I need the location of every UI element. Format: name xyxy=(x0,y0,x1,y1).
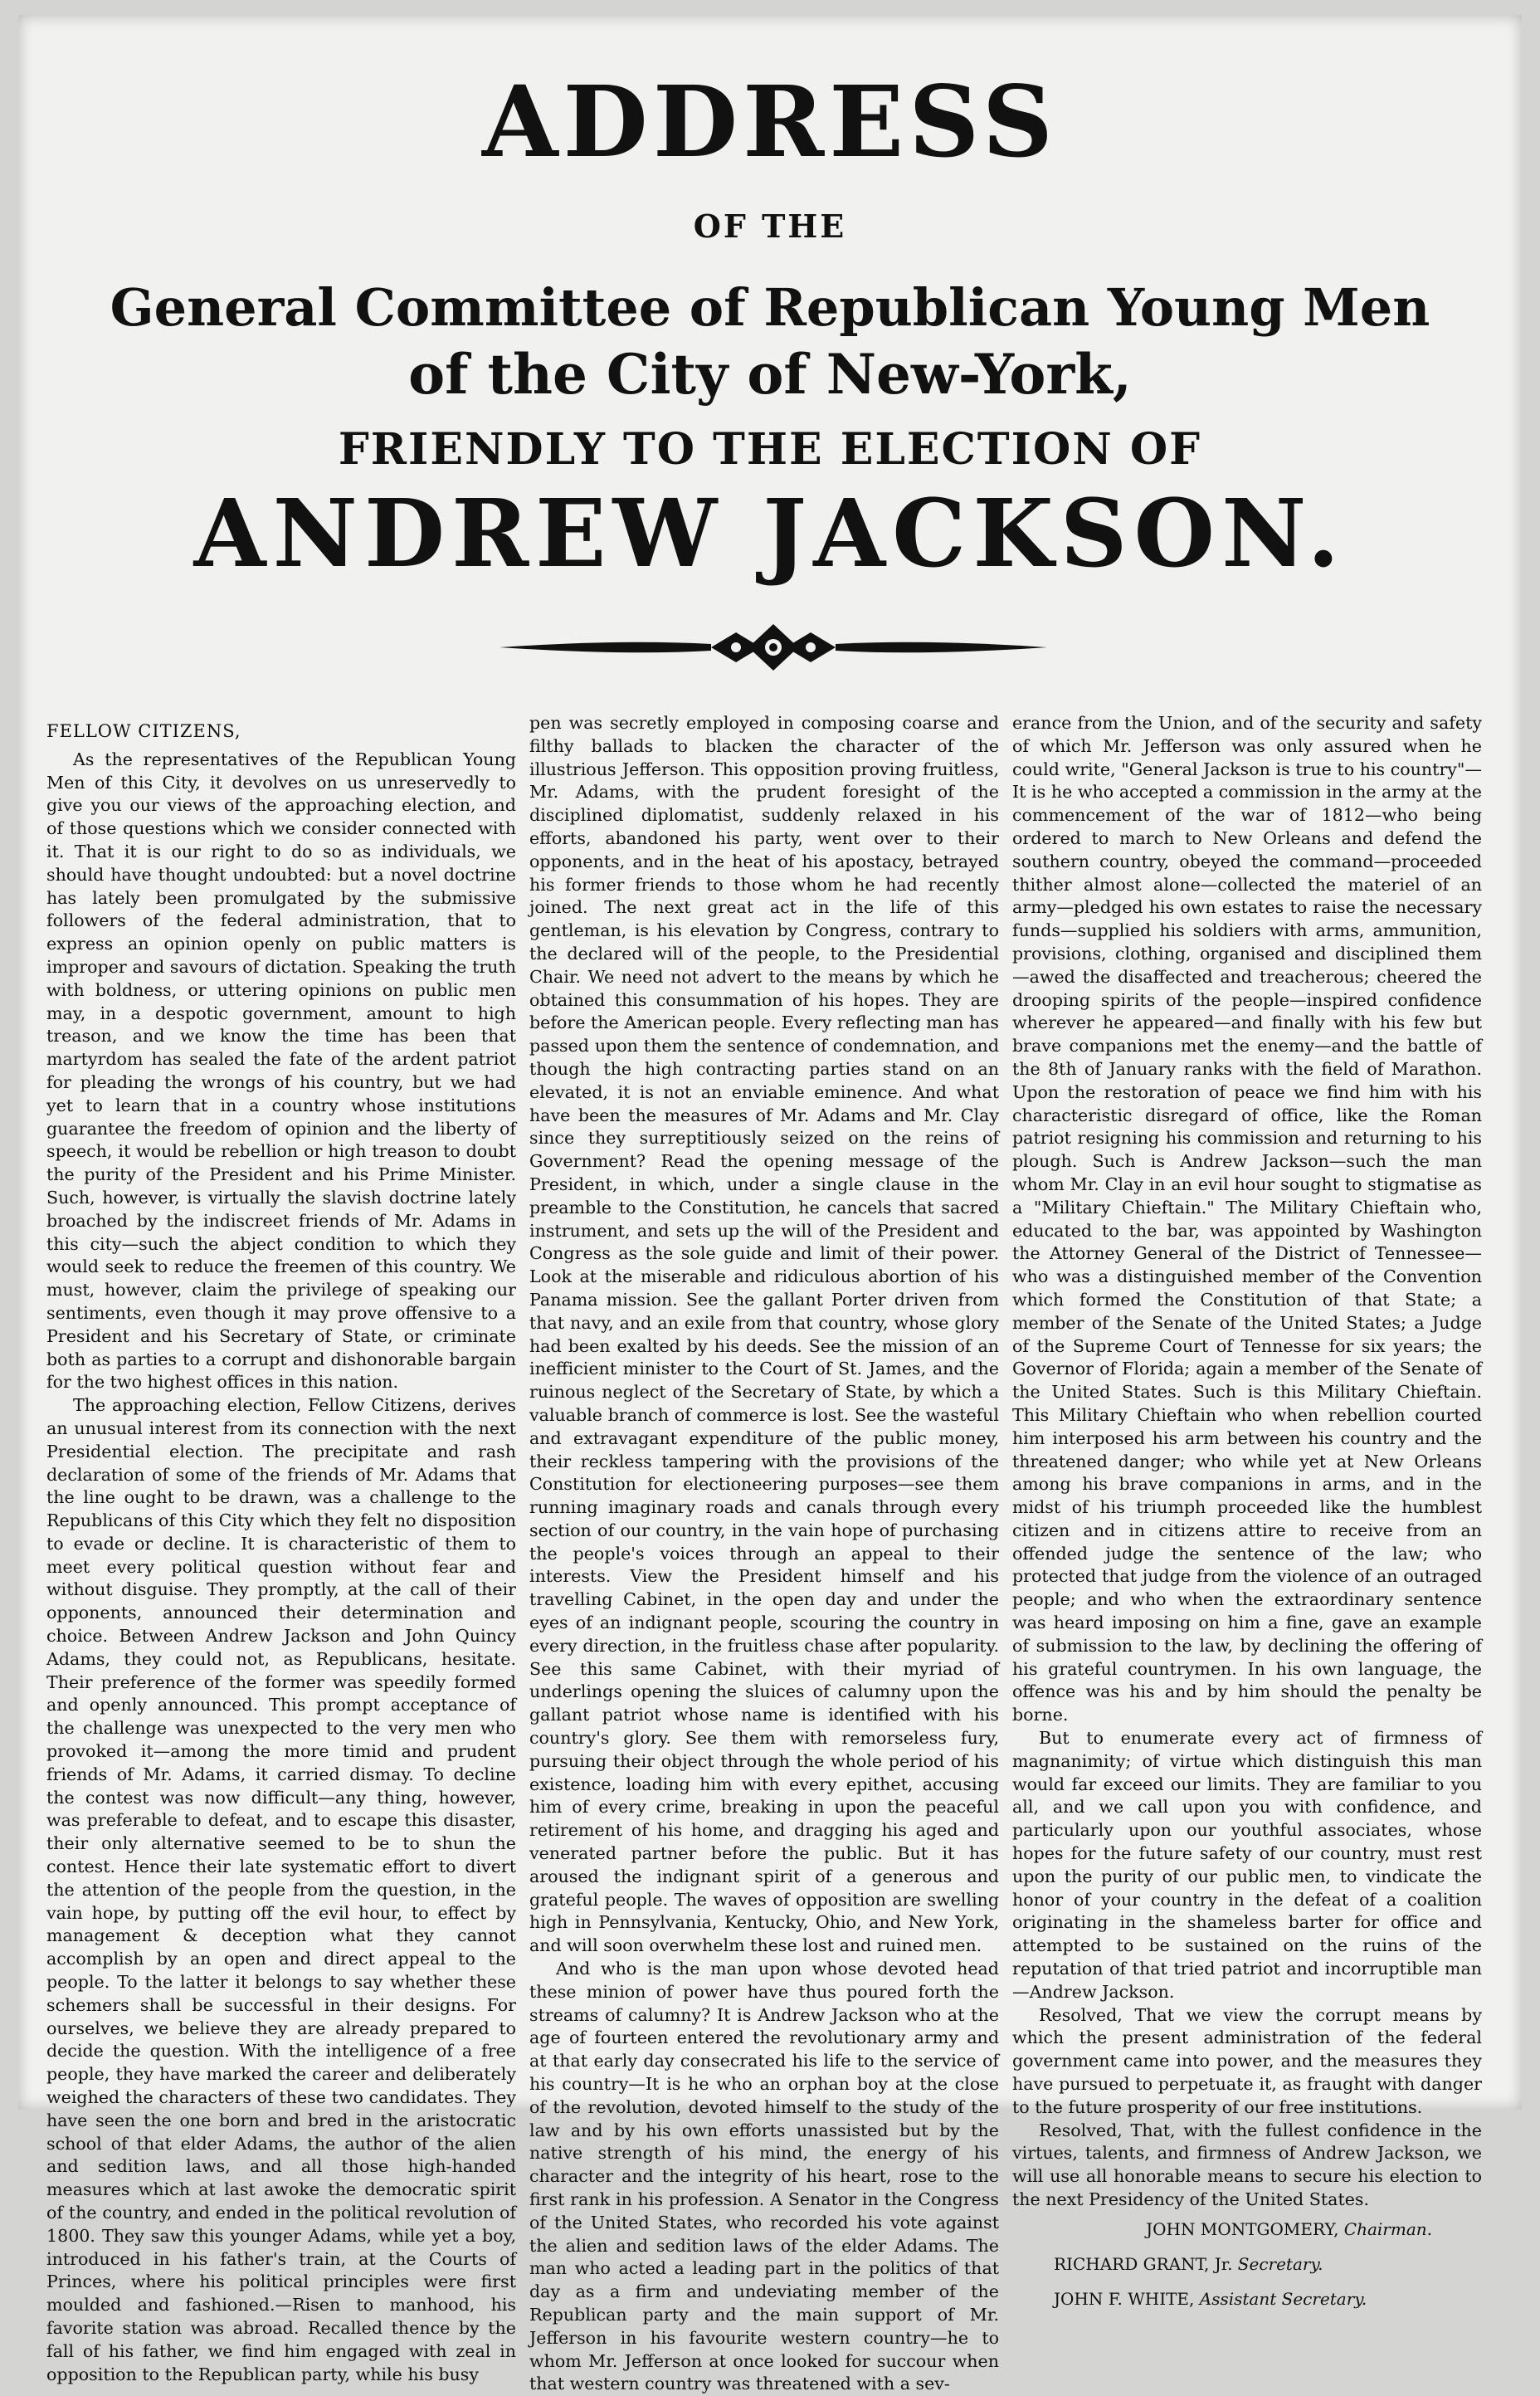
text-column-3 xyxy=(1012,712,1482,2316)
signature-role: Assistant Secretary. xyxy=(1199,2288,1367,2309)
signature-assistant-secretary xyxy=(1012,2281,1482,2316)
signature-role: Chairman. xyxy=(1343,2218,1432,2239)
title-of-the: OF THE xyxy=(693,207,847,245)
signature-name: RICHARD GRANT, Jr. xyxy=(1054,2253,1233,2274)
signature-name: JOHN F. WHITE, xyxy=(1054,2288,1195,2309)
text-column-1 xyxy=(46,712,516,2386)
paragraph: As the representatives of the Republican Young Men of this City, it devolves on us unreservedly to give you our views of the approaching election, and of those questions which we consider connected with it. That it is our right to do so as individuals, we should have thought undoubted: but a novel doctrine has lately been promulgated by the submissive followers of the federal administration, that to express an opinion openly on public matters is improper and savours of dictation. Speaking the truth with boldness, or uttering opinions on public men may, in a despotic government, amount to high treason, and we know the time has been that martyrdom has sealed the fate of the ardent patriot for pleading the wrongs of his country, but we had yet to learn that in a country whose institutions guarantee the freedom of opinion and the liberty of speech, it would be rebellion or high treason to doubt the purity of the President and his Prime Minister. Such, however, is virtually the slavish doctrine lately broached by the indiscreet friends of Mr. Adams in this city—such the abject condition to which they would seek to reduce the freemen of this country. We must, however, claim the privilege of speaking our sentiments, even though it may prove offensive to a President and his Secretary of State, or criminate both as parties to a corrupt and dishonorable bargain for the two highest offices in this nation. xyxy=(46,749,516,1393)
title-friendly: FRIENDLY TO THE ELECTION OF xyxy=(338,424,1202,475)
paragraph: The approaching election, Fellow Citizens, derives an unusual interest from its connection with the next Presidential election. The precipitate and rash declaration of some of the friends of Mr. Adams that the line ought to be drawn, was a challenge to the Republicans of this City which they felt no disposition to evade or decline. It is characteristic of them to meet every political question without fear and without disguise. They promptly, at the call of their opponents, announced their determination and choice. Between Andrew Jackson and John Quincy Adams, they could not, as Republicans, hesitate. Their preference of the former was speedily formed and openly announced. This prompt acceptance of the challenge was unexpected to the very men who provoked it—among the more timid and prudent friends of Mr. Adams, it carried dismay. To decline the contest was now difficult—any thing, however, was preferable to defeat, and to escape this disaster, their only alternative seemed to be to shun the contest. Hence their late systematic effort to divert the attention of the people from the question, in the vain hope, by putting off the evil hour, to effect by management & deception what they cannot accomplish by an open and direct appeal to the people. To the latter it belongs to say whether these schemers shall be successful in their designs. For ourselves, we believe they are already prepared to decide the question. With the intelligence of a free people, they have marked the career and deliberately weighed the characters of these two candidates. They have seen the one born and bred in the aristocratic school of that elder Adams, the author of the alien and sedition laws, and all those high-handed measures which at last awoke the democratic spirit of the country, and ended in the political revolution of 1800. They saw this younger Adams, while yet a boy, introduced in his father's train, at the Courts of Princes, where his political principles were first moulded and fashioned.—Risen to manhood, his favorite station was abroad. Recalled thence by the fall of his father, we find him engaged with zeal in opposition to the Republican party, while his busy xyxy=(46,1395,516,2384)
broadside-page xyxy=(18,15,1522,2394)
text-column-2 xyxy=(529,712,999,2396)
signature-chairman xyxy=(1012,2212,1482,2247)
signature-role: Secretary. xyxy=(1237,2253,1323,2274)
title-city: of the City of New-York, xyxy=(408,342,1132,407)
paragraph: pen was secretly employed in composing coarse and filthy ballads to blacken the character of the illustrious Jefferson. This opposition proving fruitless, Mr. Adams, with the prudent foresight of the disciplined diplomatist, suddenly relaxed in his efforts, abandoned his party, went over to their opponents, and in the heat of his apostacy, betrayed his former friends to those whom he had recently joined. The next great act in the life of this gentleman, is his elevation by Congress, contrary to the declared will of the people, to the Presidential Chair. We need not advert to the means by which he obtained this consummation of his hopes. They are before the American people. Every reflecting man has passed upon them the sentence of condemnation, and though the high contracting parties stand on an elevated, it is not an enviable eminence. And what have been the measures of Mr. Adams and Mr. Clay since they surreptitiously seized on the reins of Government? Read the opening message of the President, in which, under a single clause in the preamble to the Constitution, he cancels that sacred instrument, and sets up the will of the President and Congress as the sole guide and limit of their power. Look at the miserable and ridiculous abortion of his Panama mission. See the gallant Porter driven from that navy, and an exile from that country, whose glory had been exalted by his deeds. See the mission of an inefficient minister to the Court of St. James, and the ruinous neglect of the Secretary of State, by which a valuable branch of commerce is lost. See the wasteful and extravagant expenditure of the public money, their reckless tampering with the provisions of the Constitution for electioneering purposes—see them running imaginary roads and canals through every section of our country, in the vain hope of purchasing the people's voices through an appeal to their interests. View the President himself and his travelling Cabinet, in the open day and under the eyes of an indignant people, scouring the country in every direction, in the fruitless chase after popularity. See this same Cabinet, with their myriad of underlings opening the sluices of calumny upon the gallant patriot whose name is identified with his country's glory. See them with remorseless fury, pursuing their object through the whole period of his existence, loading him with every epithet, accusing him of every crime, breaking in upon the peaceful retirement of his home, and dragging his aged and venerated partner before the public. But it has aroused the indignant spirit of a generous and grateful people. The waves of opposition are swelling high in Pennsylvania, Kentucky, Ohio, and New York, and will soon overwhelm these lost and ruined men. xyxy=(529,713,999,1956)
title-candidate: ANDREW JACKSON. xyxy=(193,480,1347,588)
signature-name: JOHN MONTGOMERY, xyxy=(1146,2218,1339,2239)
signature-secretary xyxy=(1012,2247,1482,2281)
paragraph: erance from the Union, and of the security and safety of which Mr. Jefferson was only assured when he could write, "General Jackson is true to his country"—It is he who accepted a commission in the army at the commencement of the war of 1812—who being ordered to march to New Orleans and defend the southern country, obeyed the command—proceeded thither almost alone—collected the materiel of an army—pledged his own estates to raise the necessary funds—supplied his soldiers with arms, ammunition, provisions, clothing, organised and disciplined them—awed the disaffected and treacherous; cheered the drooping spirits of the people—inspired confidence wherever he appeared—and finally with his few but brave companions met the enemy—and the battle of the 8th of January ranks with the field of Marathon. Upon the restoration of peace we find him with his characteristic disregard of office, like the Roman patriot resigning his commission and returning to his plough. Such is Andrew Jackson—such the man whom Mr. Clay in an evil hour sought to stigmatise as a "Military Chieftain." The Military Chieftain who, educated to the bar, was appointed by Washington the Attorney General of the District of Tennessee—who was a distinguished member of the Convention which formed the Constitution of that State; a member of the Senate of the United States; a Judge of the Supreme Court of Tennesse for six years; the Governor of Florida; again a member of the Senate of the United States. Such is this Military Chieftain. This Military Chieftain who when rebellion courted him interposed his arm between his country and the threatened danger; who while yet at New Orleans among his brave companions in arms, and in the midst of his triumph proceeded like the humblest citizen and in citizens attire to receive from an offended judge the sentence of the law; who protected that judge from the violence of an outraged people; and who when the extraordinary sentence was heard imposing on him a fine, gave an example of submission to the law, by declining the offering of his grateful countrymen. In his own language, the offence was his and by him should the penalty be borne. xyxy=(1012,713,1482,1725)
resolution-paragraph: Resolved, That, with the fullest confidence in the virtues, talents, and firmness of Andrew Jackson, we will use all honorable means to secure his election to the next Presidency of the United States. xyxy=(1012,2120,1482,2209)
paragraph: But to enumerate every act of firmness of magnanimity; of virtue which distinguish this man would far exceed our limits. They are familiar to you all, and we call upon you with confidence, and particularly upon our youthful associates, whose hopes for the future safety of our country, must rest upon the purity of our public men, to vindicate the honor of your country in the defeat of a coalition originating in the shameless barter for office and attempted to be sustained on the ruins of the reputation of that tried patriot and incorruptible man—Andrew Jackson. xyxy=(1012,1728,1482,2002)
salutation: FELLOW CITIZENS, xyxy=(46,721,241,741)
title-address: ADDRESS xyxy=(481,64,1059,179)
title-committee: General Committee of Republican Young Men xyxy=(110,277,1430,338)
paragraph: And who is the man upon whose devoted head these minion of power have thus poured forth the streams of calumny? It is Andrew Jackson who at the age of fourteen entered the revolutionary army and at that early day consecrated his life to the service of his country—It is he who an orphan boy at the close of the revolution, devoted himself to the study of the law and by his own efforts unassisted but by the native strength of his mind, the energy of his character and the integrity of his heart, rose to the first rank in his profession. A Senator in the Congress of the United States, who recorded his vote against the alien and sedition laws of the elder Adams. The man who acted a leading part in the politics of that day as a firm and undeviating member of the Republican party and the main support of Mr. Jefferson in his favourite western country—he to whom Mr. Jefferson at once looked for succour when that western country was threatened with a sev- xyxy=(529,1959,999,2394)
divider-ornament-icon xyxy=(500,621,1047,674)
resolution-paragraph: Resolved, That we view the corrupt means by which the present administration of the federal government came into power, and the measures they have pursued to perpetuate it, as fraught with danger to the future prosperity of our free institutions. xyxy=(1012,2004,1482,2117)
